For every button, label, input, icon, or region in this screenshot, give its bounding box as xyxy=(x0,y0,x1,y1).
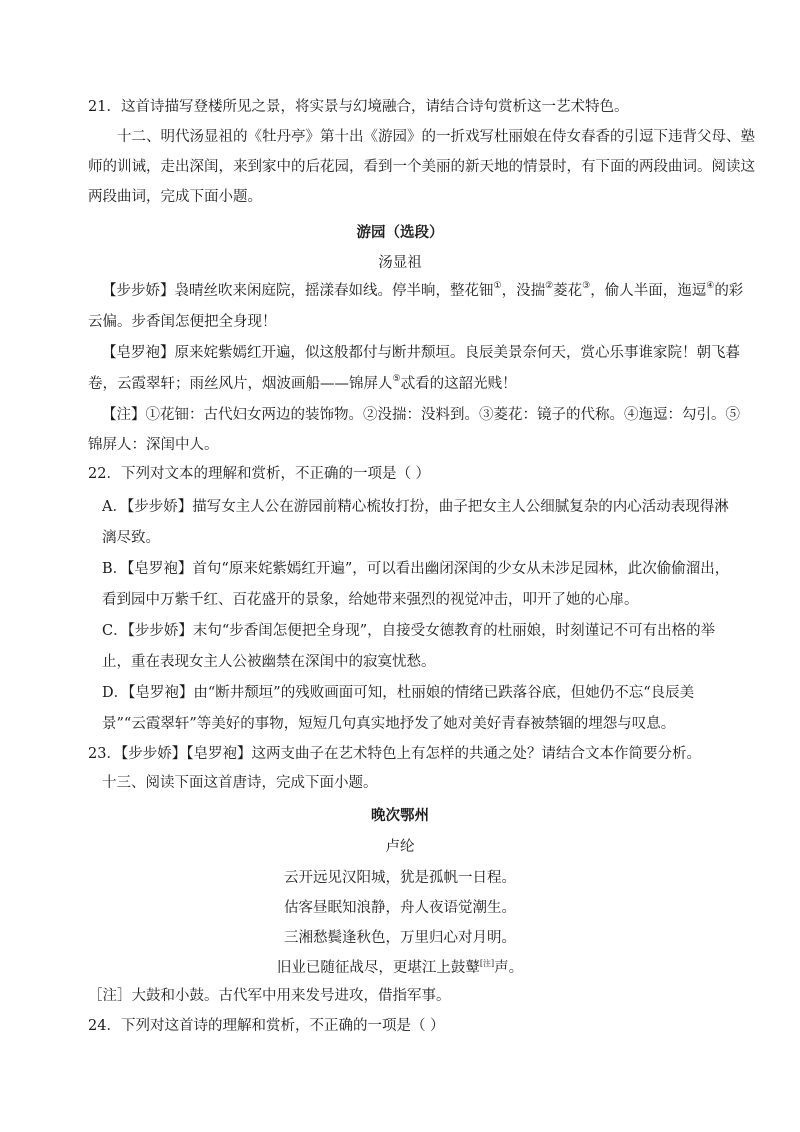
option-b-line-1: B．【皂罗袍】首句“原来姹紫嫣红开遍”，可以看出幽闭深闺的少女从未涉足园林，此次偷偷溜出， xyxy=(102,561,730,577)
option-c-line-2: 止，重在表现女主人公被幽禁在深闺中的寂寞忧愁。 xyxy=(102,654,436,670)
zaoluopao-line-2: 卷，云霞翠轩；雨丝风片，烟波画船——锦屏人⑤忒看的这韶光贱！ xyxy=(88,374,517,392)
poem-2-author: 卢纶 xyxy=(385,839,415,855)
footnote-mark: ① xyxy=(493,281,502,292)
poem-1-title: 游园（选段） xyxy=(356,224,444,241)
section-12-line-1: 十二、明代汤显祖的《牡丹亭》第十出《游园》的一折戏写杜丽娘在侍女春香的引逗下违背父母、塾 xyxy=(117,129,755,145)
footnote-mark: ⑤ xyxy=(392,374,401,385)
poem-1-note-line-2: 锦屏人：深闺中人。 xyxy=(88,437,219,453)
poem-2-note: ［注］大鼓和小鼓。古代军中用来发号进攻，借指军事。 xyxy=(88,988,451,1004)
footnote-mark: ② xyxy=(545,281,554,292)
footnote-mark: ④ xyxy=(706,281,715,292)
poem-2-line-3: 三湘愁鬓逢秋色，万里归心对月明。 xyxy=(284,930,516,946)
section-13: 十三、阅读下面这首唐诗，完成下面小题。 xyxy=(102,775,378,791)
question-21: 21．这首诗描写登楼所见之景，将实景与幻境融合，请结合诗句赏析这一艺术特色。 xyxy=(88,99,629,115)
option-a-line-2: 漓尽致。 xyxy=(102,530,160,546)
poem-2-line-2: 估客昼眠知浪静，舟人夜语觉潮生。 xyxy=(284,900,516,916)
footnote-mark: [注] xyxy=(479,959,495,969)
option-d-line-2: 景”“云霞翠轩”等美好的事物，短短几句真实地抒发了她对美好青春被禁锢的埋怨与叹息。 xyxy=(102,716,676,732)
zaoluopao-line-1: 【皂罗袍】原来姹紫嫣红开遍，似这般都付与断井颓垣。良辰美景奈何天，赏心乐事谁家院！朝飞暮 xyxy=(102,345,740,361)
option-a-line-1: A．【步步娇】描写女主人公在游园前精心梳妆打扮，曲子把女主人公细腻复杂的内心活动表现得淋 xyxy=(102,499,729,515)
poem-1-author: 汤显祖 xyxy=(378,255,422,271)
option-d-line-1: D．【皂罗袍】由“断井颓垣”的残败画面可知，杜丽娘的情绪已跌落谷底，但她仍不忘“良辰美 xyxy=(102,685,695,701)
poem-2-line-4: 旧业已随征战尽，更堪江上鼓鼙[注]声。 xyxy=(276,959,524,976)
poem-2-title: 晚次鄂州 xyxy=(371,807,429,824)
footnote-mark: ③ xyxy=(582,281,591,292)
question-22-stem: 22．下列对文本的理解和赏析，不正确的一项是（ ） xyxy=(88,466,431,482)
option-c-line-1: C．【步步娇】末句“步香闺怎便把全身现”，自接受女德教育的杜丽娘，时刻谨记不可有出格的举 xyxy=(102,623,716,639)
question-24-stem: 24．下列对这首诗的理解和赏析，不正确的一项是（ ） xyxy=(88,1018,445,1034)
poem-1-note-line-1: 【注】①花钿：古代妇女两边的装饰物。②没揣：没料到。③菱花：镜子的代称。④迤逗：勾引。⑤ xyxy=(102,407,740,423)
bubujiao-line-2: 云偏。步香闺怎便把全身现！ xyxy=(88,314,277,330)
option-b-line-2: 看到园中万紫千红、百花盛开的景象，给她带来强烈的视觉冲击，叩开了她的心扉。 xyxy=(102,592,639,608)
poem-2-line-1: 云开远见汉阳城，犹是孤帆一日程。 xyxy=(284,870,516,886)
bubujiao-line-1: 【步步娇】袅晴丝吹来闲庭院，摇漾春如线。停半晌，整花钿①，没揣②菱花③，偷人半面，迤逗④的彩 xyxy=(102,281,744,299)
section-12-line-2: 师的训诫，走出深闺，来到家中的后花园，看到一个美丽的新天地的情景时，有下面的两段曲词。阅读这 xyxy=(88,159,755,175)
question-23: 23．【步步娇】【皂罗袍】这两支曲子在艺术特色上有怎样的共通之处？请结合文本作简要分析。 xyxy=(88,746,701,762)
section-12-line-3: 两段曲词，完成下面小题。 xyxy=(88,189,262,205)
